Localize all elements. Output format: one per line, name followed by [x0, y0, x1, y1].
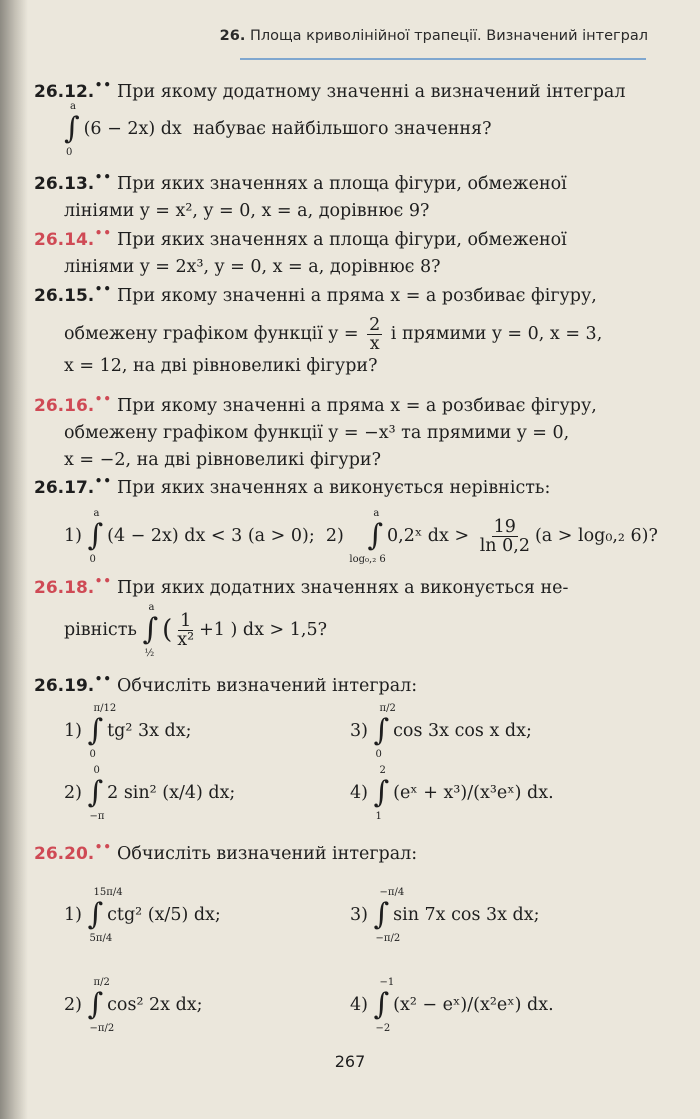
problem-number: 26.16.	[34, 395, 95, 416]
difficulty-mark: ••	[94, 169, 112, 186]
upper-limit: π/2	[379, 703, 396, 715]
book-spine-shadow	[0, 0, 28, 1119]
upper-limit: a	[70, 101, 76, 113]
numerator: 1	[180, 610, 192, 631]
lower-limit: −π/2	[375, 933, 401, 945]
numerator: 2	[369, 314, 381, 335]
integral-sign: ∫ a ½	[142, 602, 159, 660]
integrand: cos 3x cos x dx;	[393, 720, 532, 741]
integral-item	[350, 887, 540, 945]
problem-26-12	[34, 72, 654, 159]
header-number: 26.	[219, 28, 246, 44]
integral-sign: ∫ −π/4 −π/2	[373, 887, 405, 945]
problem-26-18: 26.18.•• При яких додатних значеннях a виконується не- рівність ∫ a ½ ( $\frac{1}{\text{x²}}$ +1 ) dx > 1,5?	[34, 573, 569, 660]
problem-26-15	[34, 276, 654, 380]
integral-sign: ∫ 15π/4 5π/4	[87, 887, 123, 945]
item-label: 3)	[350, 720, 368, 741]
integrand: ctg² (x/5) dx;	[107, 904, 221, 925]
header-title: Площа криволінійної трапеції. Визначений інтеграл	[249, 28, 648, 44]
problem-number: 26.19.	[34, 675, 95, 696]
item-label: 1)	[64, 904, 82, 925]
integrand: tg² 3x dx;	[107, 720, 192, 741]
integrand: (4 − 2x) dx < 3 (a > 0);	[107, 525, 315, 546]
integrand: (6 − 2x) dx	[83, 118, 182, 139]
lower-limit: 0	[66, 147, 73, 159]
item-label: 2)	[325, 525, 344, 546]
page-number: 267	[334, 1052, 366, 1071]
difficulty-mark: ••	[94, 573, 112, 590]
denominator: x²	[177, 629, 195, 650]
problem-text-cont: лініями y = x², y = 0, x = a, дорівнює 9?	[64, 200, 430, 221]
integrand: cos² 2x dx;	[107, 994, 203, 1015]
running-header	[200, 28, 648, 44]
item-label: 4)	[350, 994, 368, 1015]
fraction	[367, 316, 382, 353]
lower-limit: 5π/4	[89, 933, 113, 945]
problem-number: 26.15.	[34, 285, 95, 306]
difficulty-mark: ••	[94, 671, 112, 688]
lower-limit: 0	[89, 749, 96, 761]
upper-limit: 15π/4	[93, 887, 123, 899]
fraction	[478, 518, 532, 555]
problem-text-cont: +1 ) dx > 1,5?	[199, 619, 327, 640]
integrand: (eˣ + x³)/(x³eˣ) dx.	[393, 782, 554, 803]
difficulty-mark: ••	[94, 281, 112, 298]
problem-26-17	[34, 468, 658, 566]
integral-item	[350, 977, 554, 1035]
problem-26-19	[34, 666, 654, 848]
upper-limit: π/2	[93, 977, 110, 989]
integral-sign: ∫ a 0	[87, 508, 104, 566]
item-label: 2)	[64, 994, 82, 1015]
integrand: (x² − eˣ)/(x²eˣ) dx.	[393, 994, 554, 1015]
integrand: 2 sin² (x/4) dx;	[107, 782, 236, 803]
integral-sign: ∫ π/2 0	[373, 703, 396, 761]
integral-sign: ∫ π/12 0	[87, 703, 117, 761]
upper-limit: a	[93, 508, 100, 520]
upper-limit: −1	[379, 977, 395, 989]
problem-text: При якому значенні a пряма x = a розбиває фігуру,	[117, 285, 597, 306]
problem-number: 26.12.	[34, 81, 95, 102]
item-label: 4)	[350, 782, 368, 803]
lower-limit: −2	[375, 1023, 391, 1035]
item-label: 1)	[64, 525, 82, 546]
lower-limit: 1	[375, 811, 382, 823]
difficulty-mark: ••	[94, 473, 112, 490]
problem-26-20	[34, 834, 654, 1082]
denominator: ln 0,2	[479, 535, 530, 556]
integrand: 0,2ˣ dx >	[387, 525, 470, 546]
problem-number: 26.14.	[34, 229, 95, 250]
integral-sign: ∫ 2 1	[373, 765, 390, 823]
upper-limit: 0	[93, 765, 100, 777]
problem-text-cont: рівність	[64, 619, 137, 640]
problem-text: Обчисліть визначений інтеграл:	[117, 675, 418, 696]
upper-limit: π/12	[93, 703, 117, 715]
lower-limit: ½	[144, 648, 155, 660]
header-rule	[240, 58, 646, 60]
problem-text: При яких значеннях a площа фігури, обмеженої	[117, 173, 567, 194]
problem-number: 26.13.	[34, 173, 95, 194]
lower-limit: −π/2	[89, 1023, 115, 1035]
problem-text: При яких значеннях a виконується нерівність:	[117, 477, 551, 498]
denominator: x	[369, 333, 380, 354]
problem-text-cont: і прямими y = 0, x = 3,	[390, 323, 603, 344]
lower-limit: log₀,₂ 6	[349, 554, 386, 566]
integral-item	[64, 765, 236, 823]
upper-limit: 2	[379, 765, 386, 777]
integral-item	[64, 977, 203, 1035]
problem-text-cont: x = −2, на дві рівновеликі фігури?	[64, 449, 381, 470]
problem-text: Обчисліть визначений інтеграл:	[117, 843, 418, 864]
integral-sign: ∫ a 0	[64, 101, 80, 159]
item-label: 1)	[64, 720, 82, 741]
difficulty-mark: ••	[94, 391, 112, 408]
problem-26-16	[34, 386, 654, 474]
problem-text: При якому додатному значенні a визначений інтеграл	[117, 81, 626, 102]
integral-item	[350, 703, 532, 761]
integral-item	[64, 703, 192, 761]
integral-item	[350, 765, 554, 823]
difficulty-mark: ••	[94, 225, 112, 242]
lower-limit: −π	[89, 811, 105, 823]
problem-text-cont: набуває найбільшого значення?	[192, 118, 492, 139]
upper-limit: a	[148, 602, 155, 614]
difficulty-mark: ••	[94, 839, 112, 856]
problem-text: При яких значеннях a площа фігури, обмеженої	[117, 229, 567, 250]
item-label: 3)	[350, 904, 368, 925]
problem-number: 26.18.	[34, 577, 95, 598]
problem-text-cont: обмежену графіком функції y = −x³ та прямими y = 0,	[64, 422, 570, 443]
difficulty-mark: ••	[94, 77, 112, 94]
problem-number: 26.20.	[34, 843, 95, 864]
integral-sign: ∫ a log₀,₂ 6	[349, 508, 386, 566]
integrand: sin 7x cos 3x dx;	[393, 904, 540, 925]
problem-26-14	[34, 220, 654, 281]
integral-item	[64, 887, 221, 945]
lower-limit: 0	[375, 749, 382, 761]
item-label: 2)	[64, 782, 82, 803]
problem-text-cont: лініями y = 2x³, y = 0, x = a, дорівнює 8?	[64, 256, 441, 277]
problem-26-13	[34, 164, 654, 225]
upper-limit: −π/4	[379, 887, 405, 899]
numerator: 19	[493, 516, 516, 537]
fraction	[175, 612, 196, 649]
integral-sign: ∫ π/2 −π/2	[87, 977, 115, 1035]
problem-text: При яких додатних значеннях a виконується не-	[117, 577, 569, 598]
problem-number: 26.17.	[34, 477, 95, 498]
integral-sign: ∫ 0 −π	[87, 765, 105, 823]
condition: (a > log₀,₂ 6)?	[534, 525, 658, 546]
problem-text-cont: обмежену графіком функції y =	[64, 323, 359, 344]
problem-text: При якому значенні a пряма x = a розбиває фігуру,	[117, 395, 597, 416]
lower-limit: 0	[89, 554, 96, 566]
integral-sign: ∫ −1 −2	[373, 977, 395, 1035]
problem-text-cont: x = 12, на дві рівновеликі фігури?	[64, 355, 378, 376]
upper-limit: a	[373, 508, 380, 520]
